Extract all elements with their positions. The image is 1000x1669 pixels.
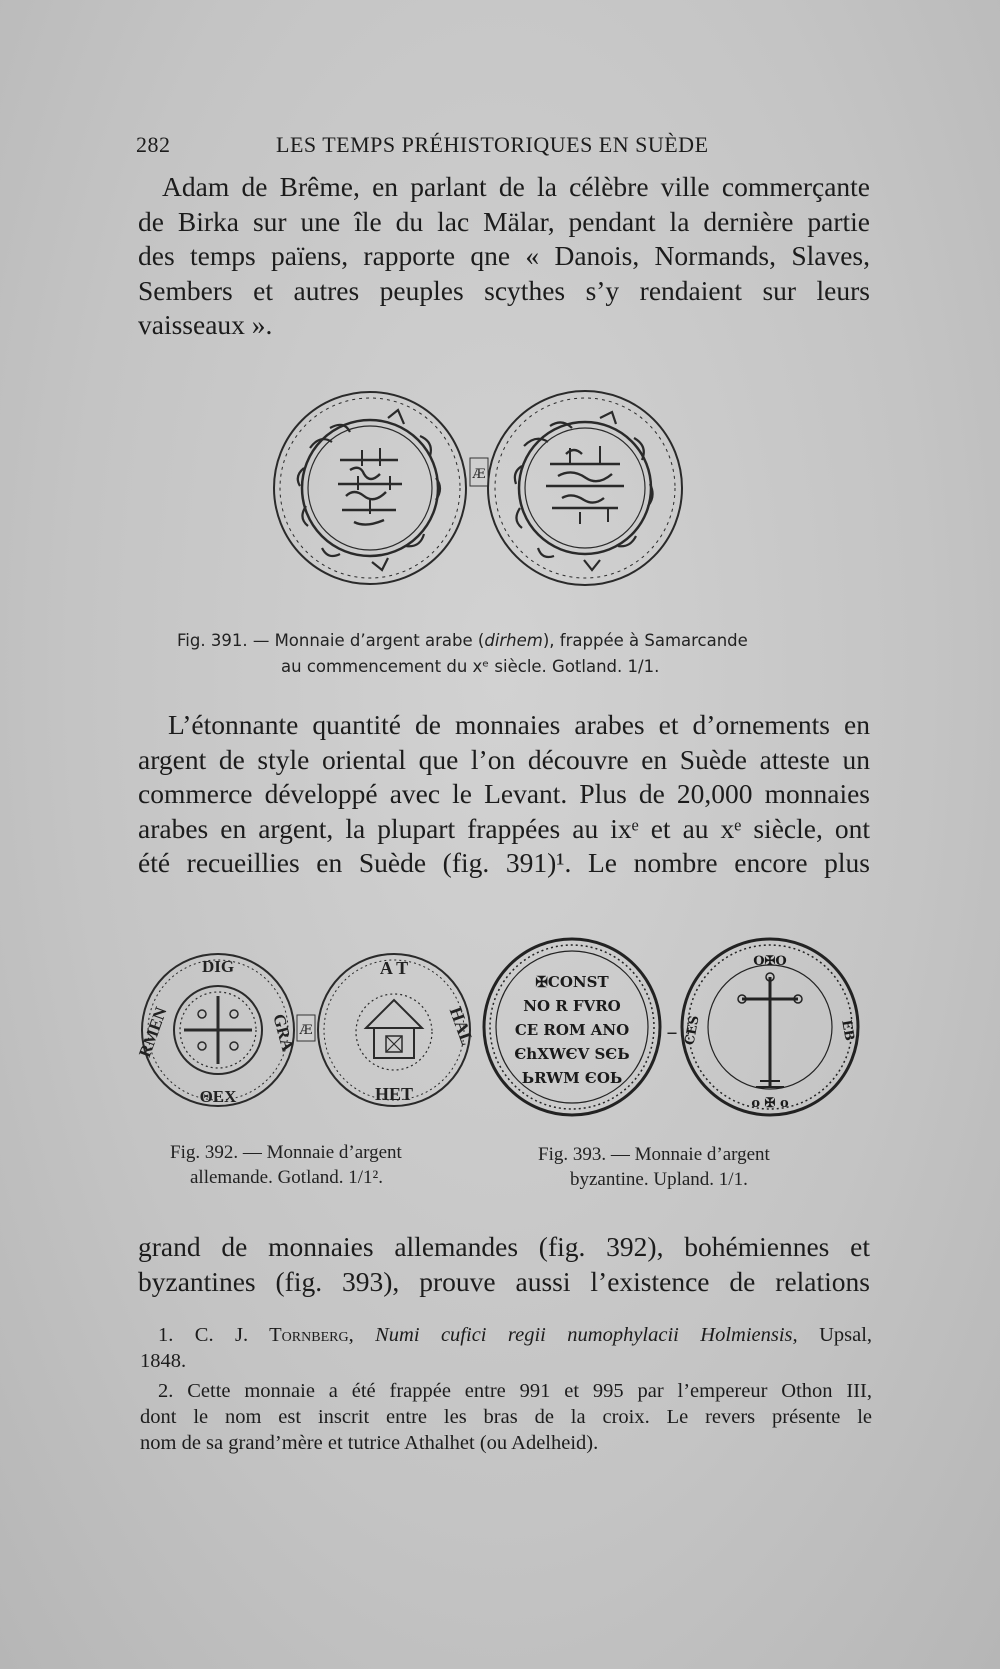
- footnote-line: 2. Cette monnaie a été frappée entre 991 et 995 par l’empereur Othon III,: [158, 1380, 872, 1402]
- footnotes: [140, 1322, 872, 1456]
- caption-line: Fig. 393. — Monnaie d’argent: [538, 1144, 770, 1165]
- svg-text:EB: EB: [838, 1018, 857, 1042]
- footnote-line: 1848.: [140, 1350, 187, 1372]
- text-line: été recueillies en Suède (fig. 391)¹. Le nombre encore plus: [138, 847, 870, 878]
- paragraph-3: [138, 1230, 870, 1299]
- footnote-2: [140, 1378, 872, 1456]
- caption-line: Fig. 391. — Monnaie d’argent arabe (dirhem), frappée à Samarcande: [177, 631, 748, 650]
- svg-text:A T: A T: [379, 958, 409, 978]
- text-line: commerce développé avec le Levant. Plus de 20,000 monnaies: [138, 778, 870, 809]
- figure-391-illustration: [270, 388, 730, 593]
- svg-text:RMEN: RMEN: [135, 1004, 171, 1060]
- caption-line: allemande. Gotland. 1/1².: [190, 1167, 384, 1188]
- figure-393-illustration: [480, 935, 870, 1120]
- text-line: vaisseaux ».: [138, 309, 273, 340]
- dirhem-reverse-engraving: [488, 391, 682, 585]
- footnote-1: [140, 1322, 872, 1374]
- metal-mark: –: [666, 1020, 678, 1045]
- text-line: des temps païens, rapporte qne « Danois, Normands, Slaves,: [138, 240, 870, 271]
- paragraph-2: [138, 708, 870, 881]
- text-line: arabes en argent, la plupart frappées au ixᵉ et au xᵉ siècle, ont: [138, 812, 870, 844]
- byzantine-legend: [514, 973, 629, 1087]
- page-number: 282: [136, 132, 171, 157]
- coin-legend-top: DIG: [201, 957, 235, 976]
- footnote-line: 1. C. J. Tornberg, Numi cufici regii numophylacii Holmiensis, Upsal,: [158, 1324, 873, 1346]
- svg-text:O✠O: O✠O: [753, 954, 787, 969]
- figure-393-caption: [538, 1142, 770, 1192]
- svg-text:o ✠ o: o ✠ o: [751, 1096, 789, 1111]
- running-title: LES TEMPS PRÉHISTORIQUES EN SUÈDE: [276, 132, 709, 157]
- text-line: L’étonnante quantité de monnaies arabes et d’ornements en: [168, 709, 870, 740]
- paragraph-1: [138, 170, 870, 343]
- svg-text:ΘEX: ΘEX: [199, 1087, 237, 1106]
- caption-line: byzantine. Upland. 1/1.: [570, 1169, 748, 1190]
- legend-line: ЄhXWЄV SЄЬ: [514, 1045, 630, 1063]
- legend-line: ЬRWM ЄOЬ: [521, 1069, 623, 1087]
- legend-line: ✠CONST: [535, 973, 609, 991]
- text-line: byzantines (fig. 393), prouve aussi l’existence de relations: [138, 1265, 870, 1297]
- caption-line: au commencement du xᵉ siècle. Gotland. 1/1.: [281, 657, 660, 676]
- footnote-line: nom de sa grand’mère et tutrice Athalhet (ou Adelheid).: [140, 1432, 599, 1454]
- svg-text:GRA: GRA: [269, 1011, 298, 1054]
- text-line: de Birka sur une île du lac Mälar, pendant la dernière partie: [138, 205, 870, 237]
- svg-text:CES: CES: [682, 1014, 703, 1047]
- svg-text:HAL: HAL: [445, 1004, 478, 1048]
- dirhem-obverse-engraving: [274, 392, 466, 584]
- svg-text:HET: HET: [374, 1084, 414, 1104]
- text-line: Sembers et autres peuples scythes s’y rendaient sur leurs: [138, 274, 870, 306]
- metal-mark: Æ: [472, 467, 486, 482]
- caption-line: Fig. 392. — Monnaie d’argent: [170, 1142, 402, 1163]
- figure-391-caption: [177, 628, 748, 680]
- footnote-line: dont le nom est inscrit entre les bras de la croix. Le revers présente le: [140, 1406, 872, 1428]
- german-coin-obverse-engraving: [142, 954, 294, 1106]
- metal-mark: Æ: [299, 1023, 313, 1038]
- text-line: grand de monnaies allemandes (fig. 392), bohémiennes et: [138, 1231, 870, 1262]
- text-line: Adam de Brême, en parlant de la célèbre ville commerçante: [162, 171, 870, 202]
- legend-line: CE ROM ANO: [514, 1021, 630, 1039]
- text-line: argent de style oriental que l’on découvre en Suède atteste un: [138, 743, 870, 775]
- legend-line: NO R FVRO: [523, 997, 621, 1015]
- figure-392-caption: [170, 1140, 402, 1190]
- figure-392-illustration: [135, 950, 478, 1110]
